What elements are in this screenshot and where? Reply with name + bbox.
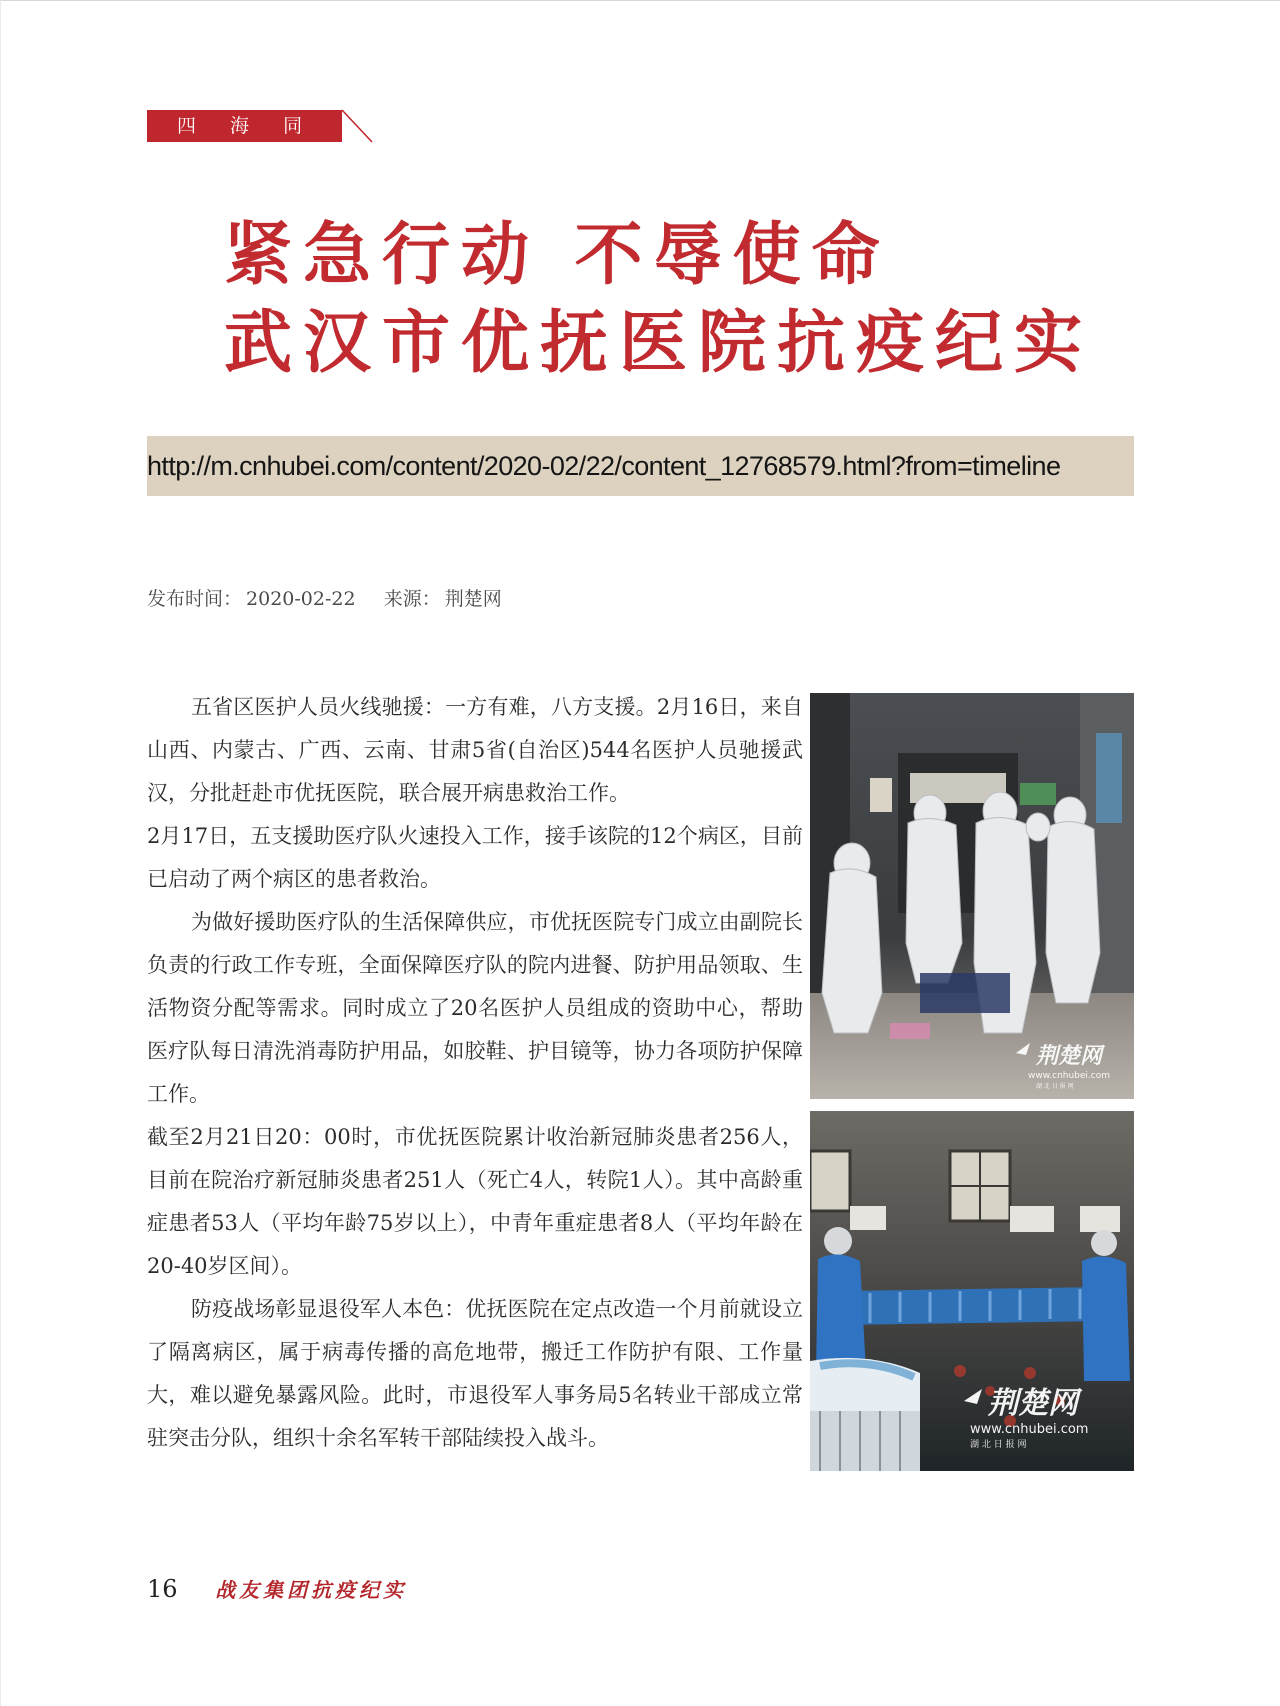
paragraph: 五省区医护人员火线驰援：一方有难，八方支援。2月16日，来自山西、内蒙古、广西、云南、甘肃5省(自治区)544名医护人员驰援武汉，分批赶赴市优抚医院，联合展开病患救治工作。 [147, 695, 803, 805]
date-label: 发布时间： [147, 588, 243, 610]
section-tag: 四 海 同 心 [147, 110, 342, 142]
photo-medical-team [810, 693, 1134, 1099]
watermark-sub: 湖 北 日 报 网 [970, 1440, 1027, 1450]
paragraph: 为做好援助医疗队的生活保障供应，市优抚医院专门成立由副院长负责的行政工作专班，全面保障医疗队的院内进餐、防护用品领取、生活物资分配等需求。同时成立了20名医护人员组成的资助中心，帮助医疗队每日清洗消毒防护用品，如胶鞋、护目镜等，协力各项防护保障工作。 [147, 910, 803, 1106]
paragraph: 防疫战场彰显退役军人本色：优抚医院在定点改造一个月前就设立了隔离病区，属于病毒传播的高危地带，搬迁工作防护有限、工作量大，难以避免暴露风险。此时，市退役军人事务局5名转业干部成立常驻突击分队，组织十余名军转干部陆续投入战斗。 [147, 1297, 803, 1450]
paragraph: 截至2月21日20：00时，市优抚医院累计收治新冠肺炎患者256人，目前在院治疗新冠肺炎患者251人（死亡4人，转院1人）。其中高龄重症患者53人（平均年龄75岁以上），中青年重症患者8人（平均年龄在20-40岁区间）。 [147, 1125, 803, 1278]
watermark-sub: 湖 北 日 报 网 [1036, 1083, 1074, 1090]
paragraph: 2月17日，五支援助医疗队火速投入工作，接手该院的12个病区，目前已启动了两个病区的患者救治。 [147, 824, 803, 891]
page-footer [147, 1574, 407, 1603]
source-label: 来源： [383, 588, 441, 610]
watermark-brand: 荆楚网 [1036, 1043, 1103, 1069]
headline-line-2: 武汉市优抚医院抗疫纪实 [224, 304, 1094, 383]
article-meta [147, 584, 506, 611]
publication-name: 战友集团抗疫纪实 [215, 1578, 408, 1602]
watermark-url: www.cnhubei.com [1028, 1071, 1111, 1081]
publish-date: 2020-02-22 [246, 588, 356, 610]
tag-slash-decoration [336, 108, 376, 144]
photo-bed-transport [810, 1111, 1134, 1471]
article-body [147, 686, 803, 1460]
headline-line-1: 紧急行动 不辱使命 [224, 216, 891, 295]
headline [224, 212, 1093, 388]
source-name: 荆楚网 [444, 588, 502, 610]
watermark-url: www.cnhubei.com [970, 1422, 1089, 1437]
source-url[interactable]: http://m.cnhubei.com/content/2020-02/22/content_12768579.html?from=timeline [147, 436, 1134, 496]
page-number: 16 [147, 1575, 178, 1603]
watermark-brand: 荆楚网 [988, 1386, 1078, 1421]
